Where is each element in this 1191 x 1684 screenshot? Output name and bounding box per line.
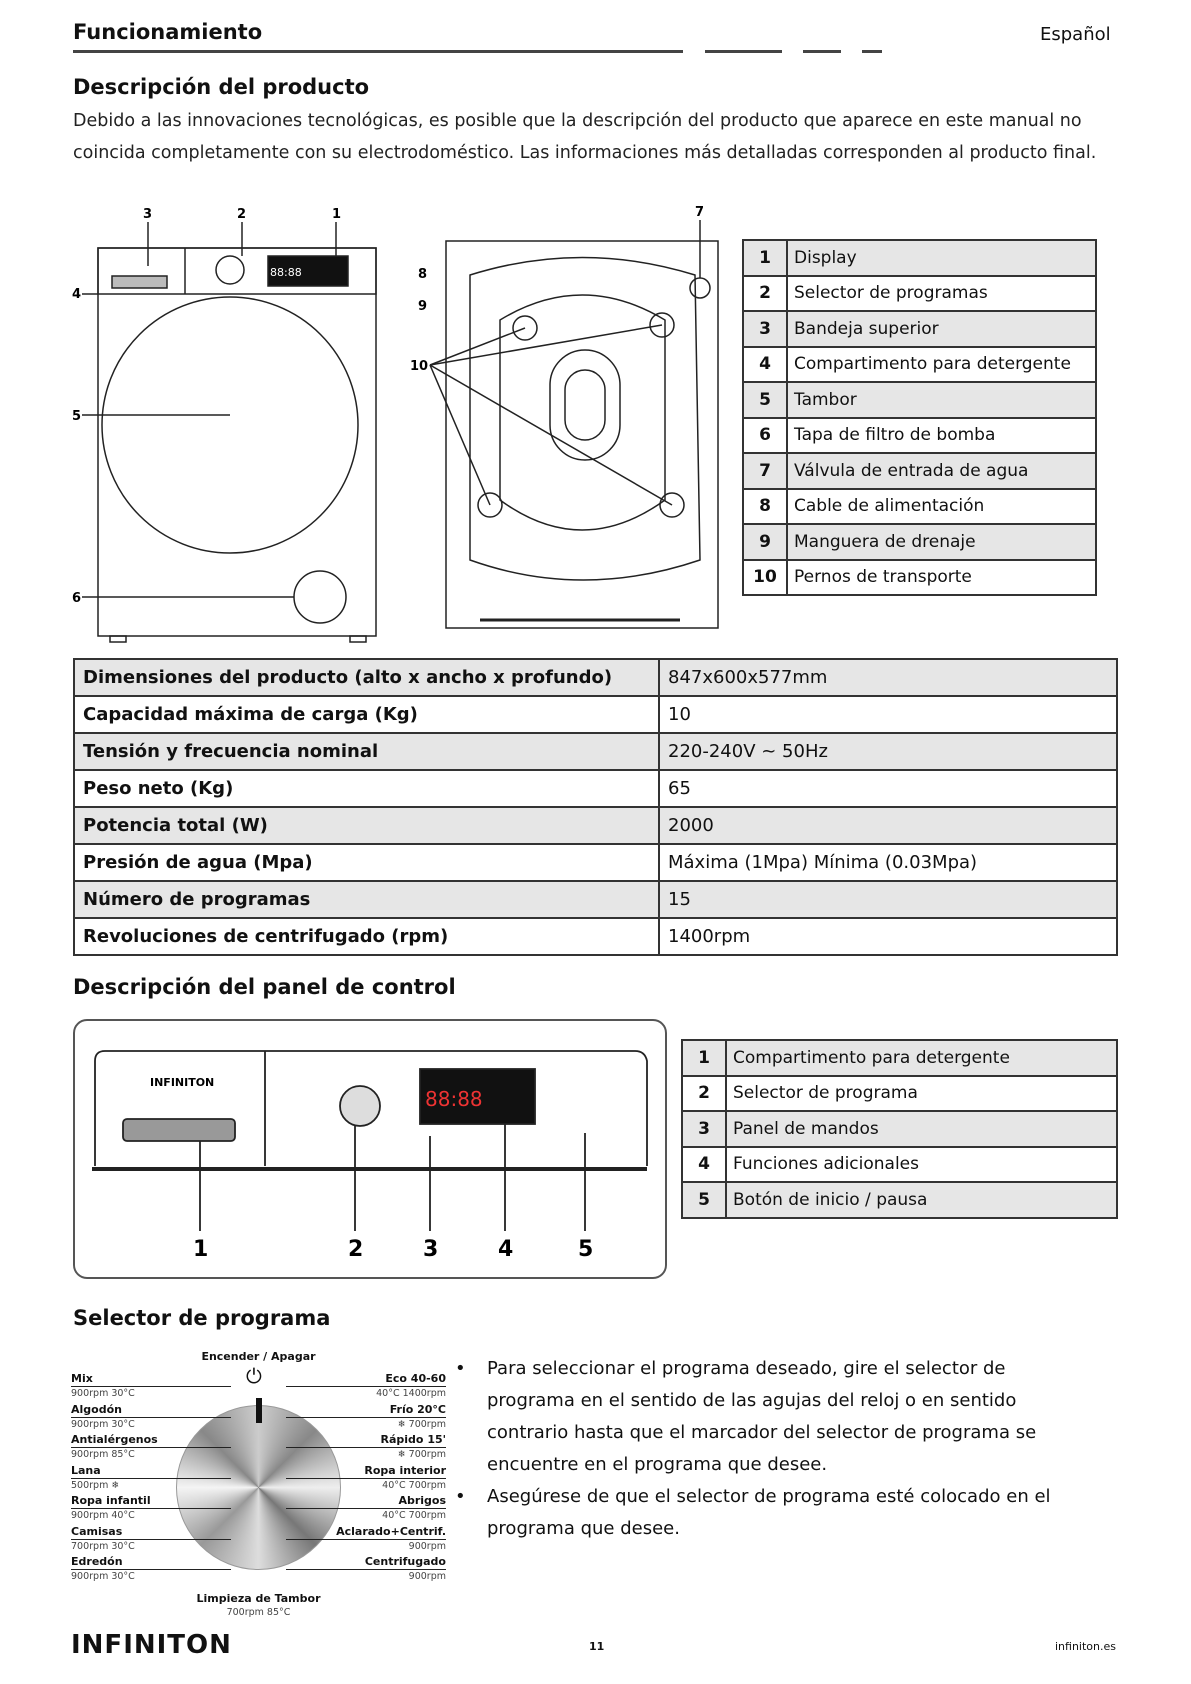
program-entry bbox=[71, 1494, 231, 1525]
control-panel-diagram bbox=[73, 1019, 667, 1279]
program-info: 900rpm bbox=[408, 1540, 446, 1552]
svg-text:6: 6 bbox=[72, 591, 82, 606]
svg-text:4: 4 bbox=[498, 1237, 514, 1262]
spec-value: 220-240V ~ 50Hz bbox=[659, 733, 1117, 770]
program-entry bbox=[286, 1372, 446, 1403]
spec-key: Dimensiones del producto (alto x ancho x profundo) bbox=[74, 659, 659, 696]
program-name: Lana bbox=[71, 1464, 231, 1479]
bullet-text: Para seleccionar el programa deseado, gire el selector de programa en el sentido de las agujas del reloj o en sentido contrario hasta que el marcador del selector de programa se encuentre en el programa que desee. bbox=[487, 1358, 1037, 1475]
program-info: 900rpm 30°C bbox=[71, 1571, 135, 1582]
table-row bbox=[682, 1182, 1117, 1218]
program-name: Algodón bbox=[71, 1403, 231, 1418]
program-name: Frío 20°C bbox=[286, 1403, 446, 1418]
table-row bbox=[743, 240, 1096, 276]
footer-site: infiniton.es bbox=[1055, 1640, 1116, 1653]
svg-text:1: 1 bbox=[332, 207, 342, 222]
svg-text:9: 9 bbox=[418, 299, 428, 314]
table-row bbox=[743, 276, 1096, 312]
power-icon: ⏻ bbox=[246, 1364, 262, 1388]
table-row bbox=[743, 347, 1096, 383]
part-label: Compartimento para detergente bbox=[787, 347, 1096, 383]
panel-title: Descripción del panel de control bbox=[73, 975, 456, 999]
program-info: 900rpm 85°C bbox=[71, 1449, 135, 1460]
spec-row bbox=[74, 770, 1117, 807]
part-number: 8 bbox=[743, 489, 787, 525]
selector-title: Selector de programa bbox=[73, 1306, 331, 1330]
program-entry bbox=[286, 1464, 446, 1495]
program-info: 700rpm 85°C bbox=[226, 1607, 291, 1618]
header-rule bbox=[73, 50, 683, 53]
svg-text:5: 5 bbox=[578, 1237, 594, 1262]
spec-value: 847x600x577mm bbox=[659, 659, 1117, 696]
svg-text:3: 3 bbox=[423, 1237, 439, 1262]
table-row bbox=[682, 1111, 1117, 1147]
washer-back-diagram bbox=[410, 200, 730, 635]
part-label: Bandeja superior bbox=[787, 311, 1096, 347]
header-rule-dash bbox=[803, 50, 841, 53]
program-info: 40°C 700rpm bbox=[382, 1479, 446, 1491]
program-name: Ropa infantil bbox=[71, 1494, 231, 1509]
svg-text:5: 5 bbox=[72, 409, 82, 424]
part-number: 5 bbox=[682, 1182, 726, 1218]
spec-table bbox=[73, 658, 1118, 956]
program-entry bbox=[286, 1494, 446, 1525]
part-label: Tapa de filtro de bomba bbox=[787, 418, 1096, 454]
svg-text:88:88: 88:88 bbox=[425, 1087, 483, 1111]
part-number: 4 bbox=[682, 1147, 726, 1183]
language-label: Español bbox=[1040, 24, 1111, 45]
program-name: Aclarado+Centrif. bbox=[286, 1525, 446, 1540]
program-info: 900rpm 30°C bbox=[71, 1388, 135, 1399]
table-row bbox=[743, 418, 1096, 454]
panel-parts-table bbox=[681, 1039, 1118, 1219]
spec-value: 15 bbox=[659, 881, 1117, 918]
part-label: Tambor bbox=[787, 382, 1096, 418]
selector-instructions: • Para seleccionar el programa deseado, gire el selector de programa en el sentido de las agujas del reloj o en sentido contrario hasta que el marcador del selector de programa se encuentre en el programa que desee. • Asegúrese de que el selector de programa esté colocado en el programa que desee. bbox=[455, 1358, 1051, 1539]
spec-row bbox=[74, 881, 1117, 918]
program-entry bbox=[71, 1433, 231, 1464]
display-text: 88:88 bbox=[270, 266, 302, 279]
table-row bbox=[743, 453, 1096, 489]
spec-row bbox=[74, 696, 1117, 733]
program-entry bbox=[71, 1464, 231, 1495]
part-number: 10 bbox=[743, 560, 787, 596]
part-number: 4 bbox=[743, 347, 787, 383]
program-info: ❄ 700rpm bbox=[397, 1449, 446, 1460]
program-entry bbox=[71, 1525, 231, 1556]
program-entry bbox=[286, 1433, 446, 1464]
part-label: Pernos de transporte bbox=[787, 560, 1096, 596]
svg-text:2: 2 bbox=[237, 207, 247, 222]
part-number: 2 bbox=[743, 276, 787, 312]
spec-key: Potencia total (W) bbox=[74, 807, 659, 844]
product-intro: Debido a las innovaciones tecnológicas, es posible que la descripción del producto que aparece en este manual no coincida completamente con su electrodoméstico. Las informaciones más detalladas corresponden al producto final. bbox=[73, 111, 1097, 163]
part-number: 1 bbox=[682, 1040, 726, 1076]
part-number: 7 bbox=[743, 453, 787, 489]
svg-text:INFINITON: INFINITON bbox=[150, 1076, 215, 1089]
spec-value: 1400rpm bbox=[659, 918, 1117, 955]
svg-text:1: 1 bbox=[193, 1237, 209, 1262]
spec-value: 10 bbox=[659, 696, 1117, 733]
svg-text:3: 3 bbox=[143, 207, 153, 222]
footer-logo: INFINITON bbox=[71, 1630, 232, 1660]
part-number: 6 bbox=[743, 418, 787, 454]
table-row bbox=[743, 524, 1096, 560]
spec-row bbox=[74, 844, 1117, 881]
program-name: Limpieza de Tambor bbox=[196, 1592, 321, 1605]
program-info: 700rpm 30°C bbox=[71, 1540, 135, 1552]
program-name: Mix bbox=[71, 1372, 231, 1387]
part-label: Selector de programa bbox=[726, 1076, 1117, 1112]
dial-marker bbox=[256, 1398, 262, 1423]
program-info: 900rpm 40°C bbox=[71, 1510, 135, 1521]
program-name: Antialérgenos bbox=[71, 1433, 231, 1448]
spec-value: Máxima (1Mpa) Mínima (0.03Mpa) bbox=[659, 844, 1117, 881]
spec-row bbox=[74, 659, 1117, 696]
svg-text:8: 8 bbox=[418, 267, 428, 282]
program-info: ❄ 700rpm bbox=[397, 1418, 446, 1430]
program-info: 900rpm bbox=[408, 1571, 446, 1582]
program-name: Camisas bbox=[71, 1525, 231, 1540]
program-name: Centrifugado bbox=[286, 1555, 446, 1570]
part-label: Manguera de drenaje bbox=[787, 524, 1096, 560]
part-label: Display bbox=[787, 240, 1096, 276]
spec-key: Capacidad máxima de carga (Kg) bbox=[74, 696, 659, 733]
part-number: 5 bbox=[743, 382, 787, 418]
product-title: Descripción del producto bbox=[73, 75, 370, 99]
section-title: Funcionamiento bbox=[73, 20, 263, 44]
spec-value: 65 bbox=[659, 770, 1117, 807]
program-info: 40°C 700rpm bbox=[382, 1510, 446, 1521]
table-row bbox=[743, 311, 1096, 347]
program-name: Rápido 15' bbox=[286, 1433, 446, 1448]
program-name: Eco 40-60 bbox=[286, 1372, 446, 1387]
program-dial-diagram bbox=[71, 1350, 451, 1625]
parts-table bbox=[742, 239, 1097, 596]
part-number: 9 bbox=[743, 524, 787, 560]
part-label: Panel de mandos bbox=[726, 1111, 1117, 1147]
page-number: 11 bbox=[589, 1640, 605, 1653]
washer-front-diagram bbox=[70, 200, 390, 645]
part-label: Selector de programas bbox=[787, 276, 1096, 312]
program-name: Ropa interior bbox=[286, 1464, 446, 1479]
program-entry bbox=[286, 1555, 446, 1586]
spec-row bbox=[74, 807, 1117, 844]
spec-row bbox=[74, 733, 1117, 770]
svg-text:7: 7 bbox=[695, 205, 705, 220]
svg-text:10: 10 bbox=[410, 359, 429, 374]
program-entry bbox=[71, 1372, 231, 1403]
program-info: 900rpm 30°C bbox=[71, 1418, 135, 1430]
svg-text:4: 4 bbox=[72, 287, 82, 302]
part-number: 2 bbox=[682, 1076, 726, 1112]
svg-text:2: 2 bbox=[348, 1237, 364, 1262]
bullet-text: Asegúrese de que el selector de programa esté colocado en el programa que desee. bbox=[487, 1486, 1051, 1539]
table-row bbox=[743, 560, 1096, 596]
program-info: 40°C 1400rpm bbox=[376, 1388, 446, 1399]
part-number: 1 bbox=[743, 240, 787, 276]
table-row bbox=[682, 1076, 1117, 1112]
part-number: 3 bbox=[682, 1111, 726, 1147]
program-name: Abrigos bbox=[286, 1494, 446, 1509]
program-info: 500rpm ❄ bbox=[71, 1479, 120, 1491]
table-row bbox=[743, 382, 1096, 418]
table-row bbox=[682, 1147, 1117, 1183]
spec-value: 2000 bbox=[659, 807, 1117, 844]
part-label: Compartimento para detergente bbox=[726, 1040, 1117, 1076]
part-label: Funciones adicionales bbox=[726, 1147, 1117, 1183]
part-label: Válvula de entrada de agua bbox=[787, 453, 1096, 489]
spec-key: Presión de agua (Mpa) bbox=[74, 844, 659, 881]
table-row bbox=[743, 489, 1096, 525]
program-entry bbox=[71, 1403, 231, 1434]
spec-key: Número de programas bbox=[74, 881, 659, 918]
header-rule-dash bbox=[705, 50, 782, 53]
spec-key: Peso neto (Kg) bbox=[74, 770, 659, 807]
power-label: Encender / Apagar bbox=[201, 1350, 316, 1363]
program-entry bbox=[71, 1555, 231, 1586]
program-entry bbox=[286, 1525, 446, 1556]
table-row bbox=[682, 1040, 1117, 1076]
part-number: 3 bbox=[743, 311, 787, 347]
spec-key: Tensión y frecuencia nominal bbox=[74, 733, 659, 770]
part-label: Cable de alimentación bbox=[787, 489, 1096, 525]
program-entry bbox=[286, 1403, 446, 1434]
header-rule-dash bbox=[862, 50, 882, 53]
spec-key: Revoluciones de centrifugado (rpm) bbox=[74, 918, 659, 955]
part-label: Botón de inicio / pausa bbox=[726, 1182, 1117, 1218]
program-name: Edredón bbox=[71, 1555, 231, 1570]
spec-row bbox=[74, 918, 1117, 955]
